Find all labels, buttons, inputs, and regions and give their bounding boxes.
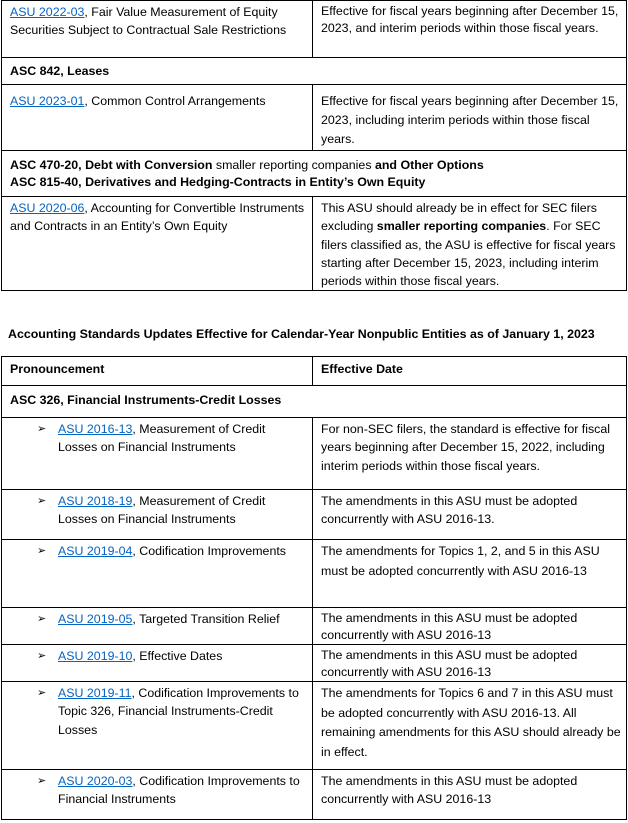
table-row [2,85,627,151]
table-row [2,645,627,682]
section-heading [2,151,627,197]
asu-link[interactable]: ASU 2016-13 [58,422,133,436]
table-header-row [2,357,627,386]
pronouncement-desc: , Accounting for Convertible Instruments and Contracts in an Entity’s Own Equity [10,201,305,234]
arrow-bullet-icon: ➢ [37,495,47,507]
pronouncement-cell [2,645,313,682]
effective-date-cell: The amendments in this ASU must be adopted concurrently with ASU 2016-13 [313,608,627,645]
table-row [2,540,627,608]
effective-date-cell: For non-SEC filers, the standard is effective for fiscal years beginning after December 15, 2022, including interim periods within those fiscal years. [313,418,627,490]
arrow-bullet-icon: ➢ [37,545,47,557]
asu-table-nonpublic [1,356,627,820]
pronouncement-desc: , Common Control Arrangements [84,94,266,108]
effective-date-cell: Effective for fiscal years beginning after December 15, 2023, and interim periods within those fiscal years. [313,1,627,58]
table-row [2,682,627,770]
section-row [2,151,627,197]
section-heading: ASC 842, Leases [2,58,627,85]
asu-link[interactable]: ASU 2019-11 [58,686,132,700]
asu-link[interactable]: ASU 2019-04 [58,544,133,558]
section-row [2,386,627,418]
section-title: Accounting Standards Updates Effective for Calendar-Year Nonpublic Entities as of January 1, 2023 [8,327,595,341]
pronouncement-desc: , Codification Improvements to Topic 326, Financial Instruments-Credit Losses [58,686,299,737]
effective-text-bold: smaller reporting companies [376,219,547,234]
pronouncement-cell [2,770,313,820]
arrow-bullet-icon: ➢ [37,687,47,699]
pronouncement-cell [2,490,313,540]
table-row [2,490,627,540]
arrow-bullet-icon: ➢ [37,775,47,787]
pronouncement-desc: , Fair Value Measurement of Equity Securities Subject to Contractual Sale Restrictions [10,5,287,38]
arrow-bullet-icon: ➢ [37,613,47,625]
pronouncement-cell [2,418,313,490]
section-heading-part: smaller reporting companies [212,158,375,172]
asu-link[interactable]: ASU 2019-10 [58,649,133,663]
table-row [2,1,627,58]
effective-date-cell: The amendments in this ASU must be adopted concurrently with ASU 2016-13 [313,645,627,682]
effective-date-cell: The amendments in this ASU must be adopted concurrently with ASU 2016-13 [313,770,627,820]
arrow-bullet-icon: ➢ [37,423,47,435]
effective-date-cell: Effective for fiscal years beginning after December 15, 2023, including interim periods within those fiscal years. [313,85,627,151]
effective-text: This ASU should already be in effect for SEC filers excluding [321,201,597,234]
pronouncement-desc: , Measurement of Credit Losses on Financial Instruments [58,422,266,455]
asu-link[interactable]: ASU 2019-05 [58,612,133,626]
pronouncement-cell [2,540,313,608]
effective-text: . For SEC filers classified as, the ASU is effective for fiscal years starting after December 15, 2023, including interim periods within those fiscal years. [321,219,616,289]
effective-date-cell: The amendments for Topics 1, 2, and 5 in this ASU must be adopted concurrently with ASU 2016-13 [313,540,627,608]
pronouncement-desc: , Measurement of Credit Losses on Financial Instruments [58,494,266,527]
header-pronouncement: Pronouncement [2,357,313,386]
asu-link[interactable]: ASU 2020-03 [58,774,133,788]
pronouncement-desc: , Targeted Transition Relief [132,612,280,626]
table-row [2,608,627,645]
section-heading-line2: ASC 815-40, Derivatives and Hedging-Contracts in Entity’s Own Equity [10,175,426,189]
asu-link[interactable]: ASU 2023-01 [10,94,85,108]
arrow-bullet-icon: ➢ [37,650,47,662]
asu-link[interactable]: ASU 2022-03 [10,5,85,19]
section-heading-part: ASC 470-20, Debt with Conversion [10,158,213,172]
asu-link[interactable]: ASU 2020-06 [10,201,85,215]
asu-table-public [1,0,627,291]
effective-date-cell: The amendments for Topics 6 and 7 in this ASU must be adopted concurrently with ASU 2016-13. All remaining amendments for this ASU should already be in effect. [313,682,627,770]
pronouncement-desc: , Effective Dates [132,649,223,663]
pronouncement-cell [2,85,313,151]
effective-date-cell [313,197,627,291]
pronouncement-cell [2,608,313,645]
pronouncement-cell [2,682,313,770]
pronouncement-desc: , Codification Improvements to Financial Instruments [58,774,300,807]
pronouncement-desc: , Codification Improvements [132,544,286,558]
header-effective-date: Effective Date [313,357,627,386]
table-row [2,418,627,490]
pronouncement-cell [2,1,313,58]
table-row [2,770,627,820]
asu-link[interactable]: ASU 2018-19 [58,494,133,508]
section-row [2,58,627,85]
section-heading: ASC 326, Financial Instruments-Credit Losses [2,386,627,418]
table-row [2,197,627,291]
pronouncement-cell [2,197,313,291]
section-heading-part: and Other Options [374,158,484,172]
effective-date-cell: The amendments in this ASU must be adopted concurrently with ASU 2016-13. [313,490,627,540]
